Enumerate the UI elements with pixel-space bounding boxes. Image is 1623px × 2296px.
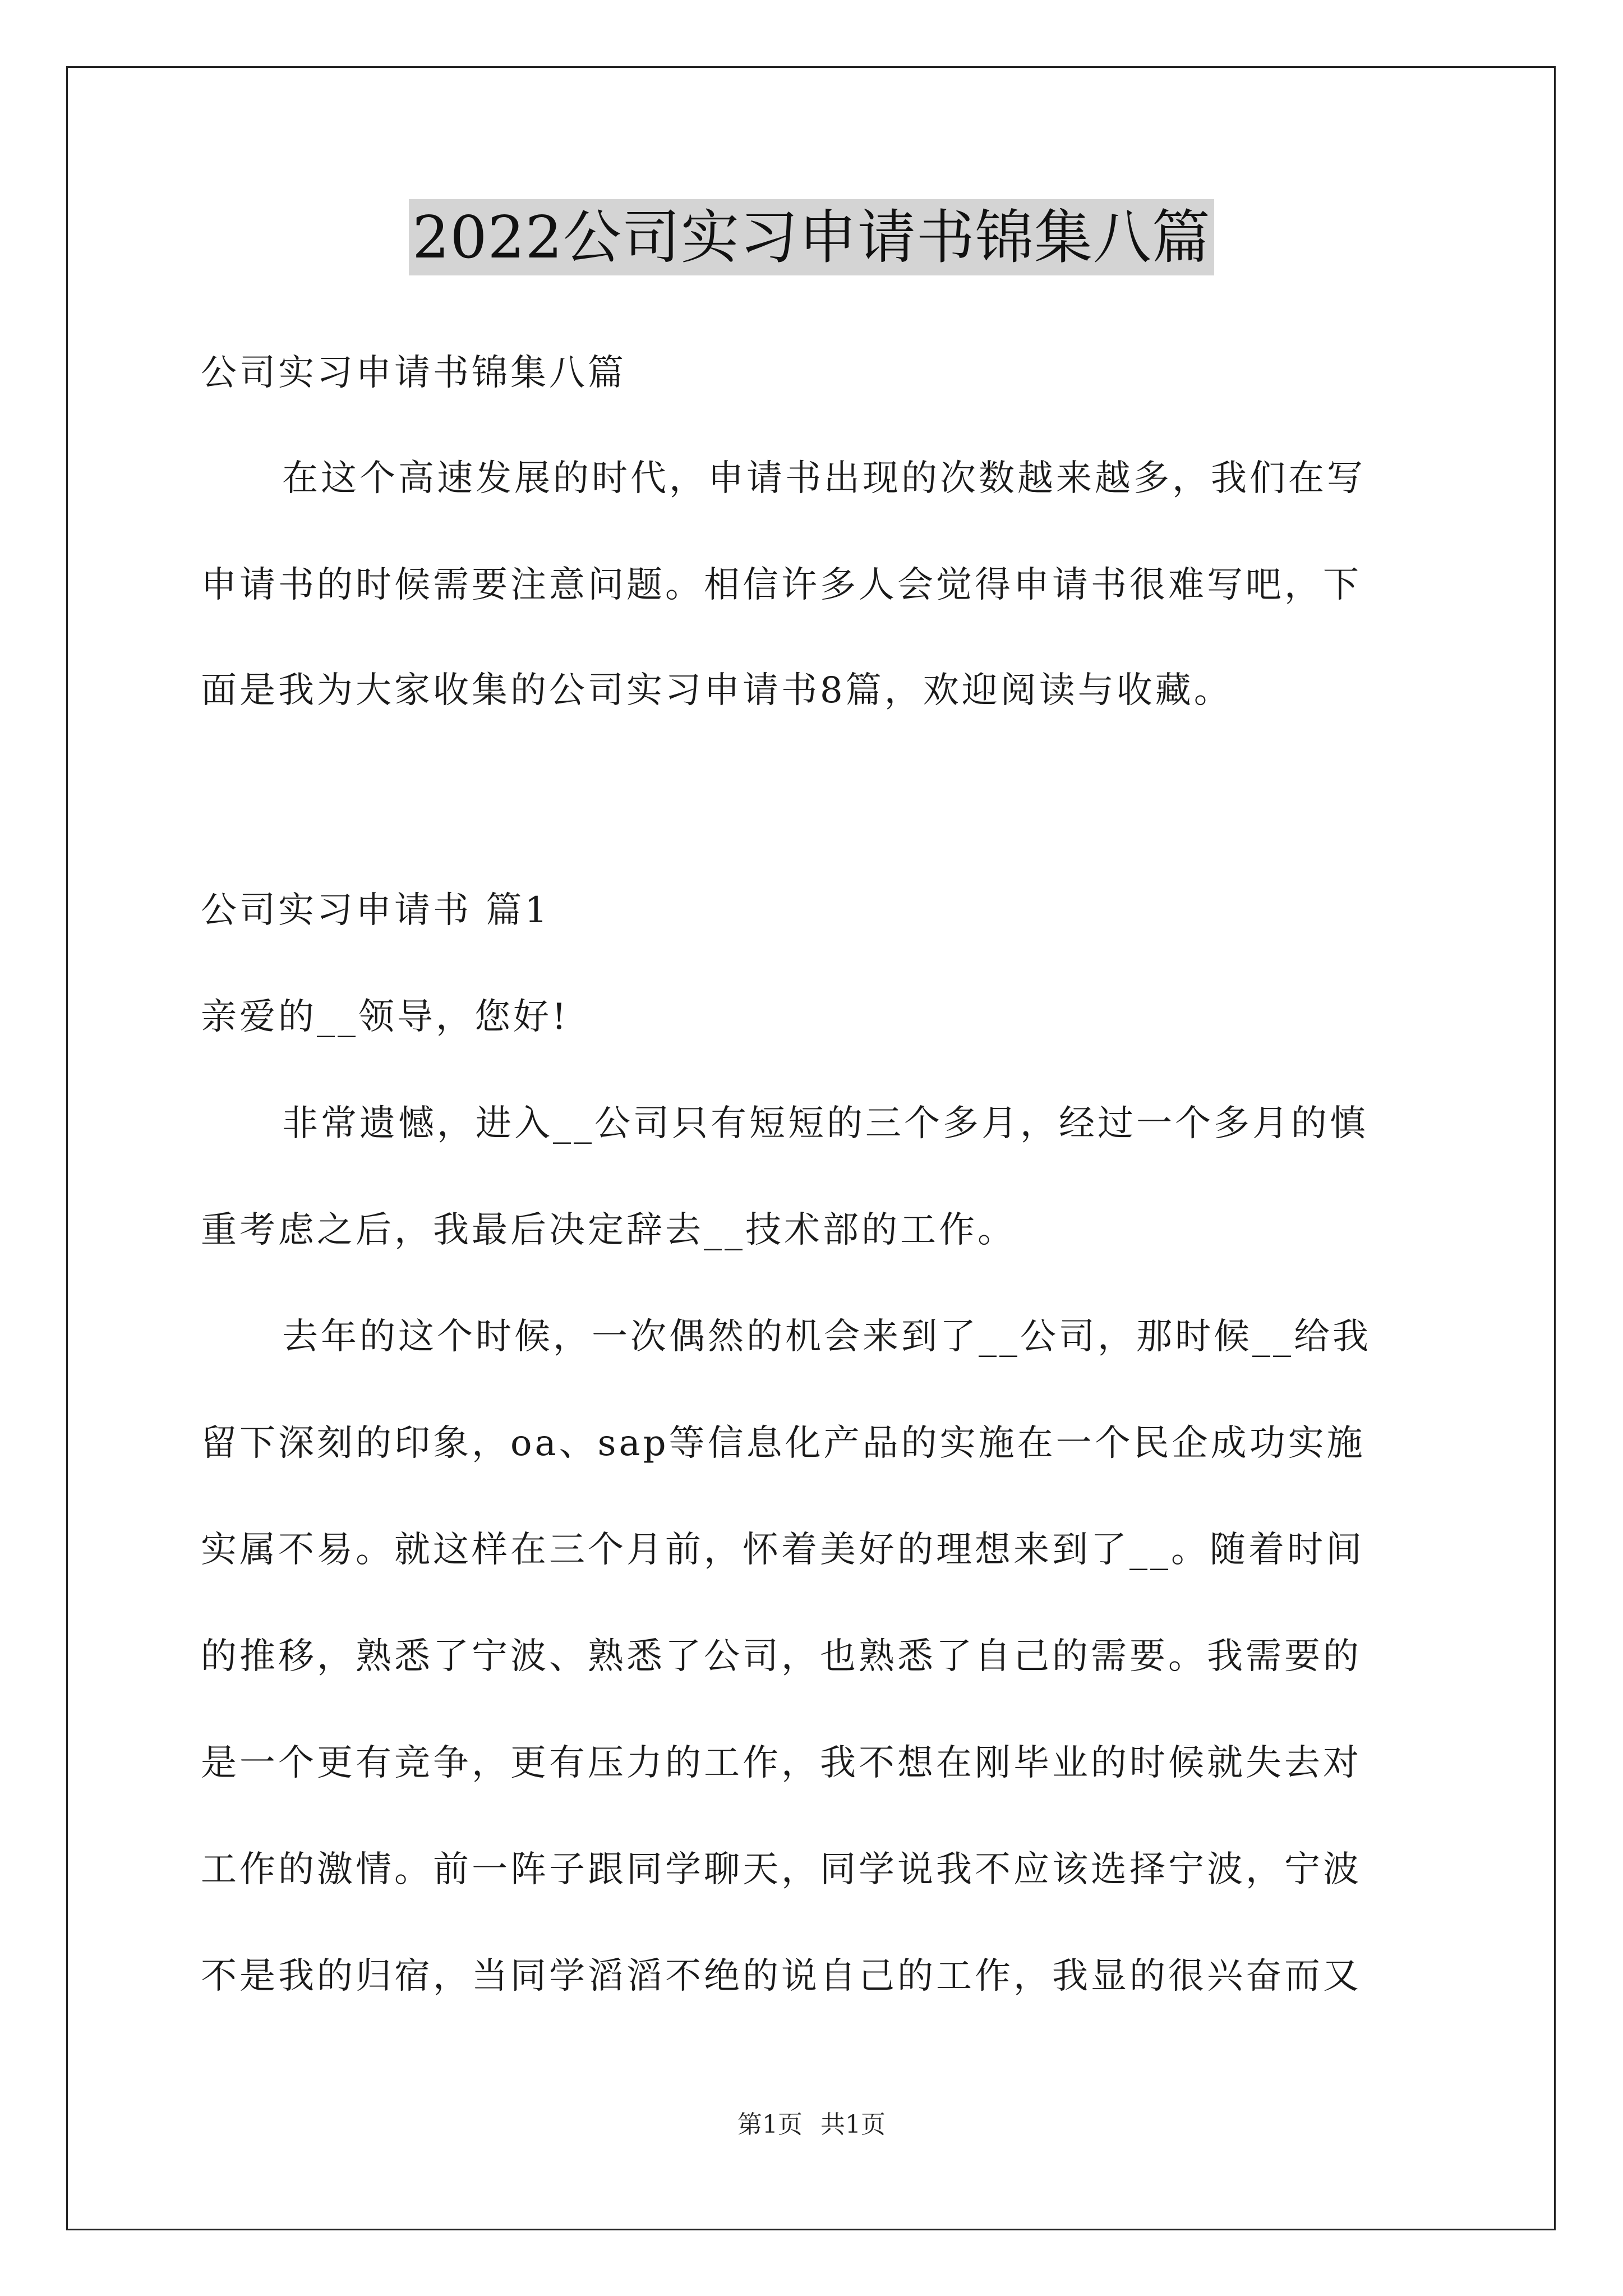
paragraph1-line-1: 非常遗憾，进入__公司只有短短的三个多月，经过一个多月的慎 — [282, 1103, 1368, 1144]
paragraph2-line-1: 去年的这个时候，一次偶然的机会来到了__公司，那时候__给我 — [282, 1316, 1371, 1358]
page-footer: 第1页 共1页 — [737, 2110, 886, 2139]
paragraph1-line-2: 重考虑之后，我最后决定辞去__技术部的工作。 — [201, 1209, 1016, 1251]
intro-line-1: 在这个高速发展的时代，申请书出现的次数越来越多，我们在写 — [282, 458, 1366, 499]
paragraph2-line-5: 是一个更有竞争，更有压力的工作，我不想在刚毕业的时候就失去对 — [201, 1742, 1362, 1784]
paragraph2-line-4: 的推移，熟悉了宁波、熟悉了公司，也熟悉了自己的需要。我需要的 — [201, 1636, 1362, 1677]
document-subtitle: 公司实习申请书锦集八篇 — [201, 352, 626, 394]
paragraph2-line-3: 实属不易。就这样在三个月前，怀着美好的理想来到了__。随着时间 — [201, 1529, 1364, 1571]
paragraph2-line-2: 留下深刻的印象，oa、sap等信息化产品的实施在一个民企成功实施 — [201, 1423, 1366, 1464]
letter-greeting: 亲爱的__领导，您好! — [201, 996, 569, 1038]
intro-line-3: 面是我为大家收集的公司实习申请书8篇，欢迎阅读与收藏。 — [201, 670, 1233, 711]
document-title: 2022公司实习申请书锦集八篇 — [409, 199, 1214, 275]
section-heading: 公司实习申请书 篇1 — [201, 890, 551, 931]
title-container — [0, 199, 1623, 275]
intro-line-2: 申请书的时候需要注意问题。相信许多人会觉得申请书很难写吧，下 — [201, 564, 1362, 606]
paragraph2-line-6: 工作的激情。前一阵子跟同学聊天，同学说我不应该选择宁波，宁波 — [201, 1849, 1362, 1890]
paragraph2-line-7: 不是我的归宿，当同学滔滔不绝的说自己的工作，我显的很兴奋而又 — [201, 1955, 1362, 1997]
